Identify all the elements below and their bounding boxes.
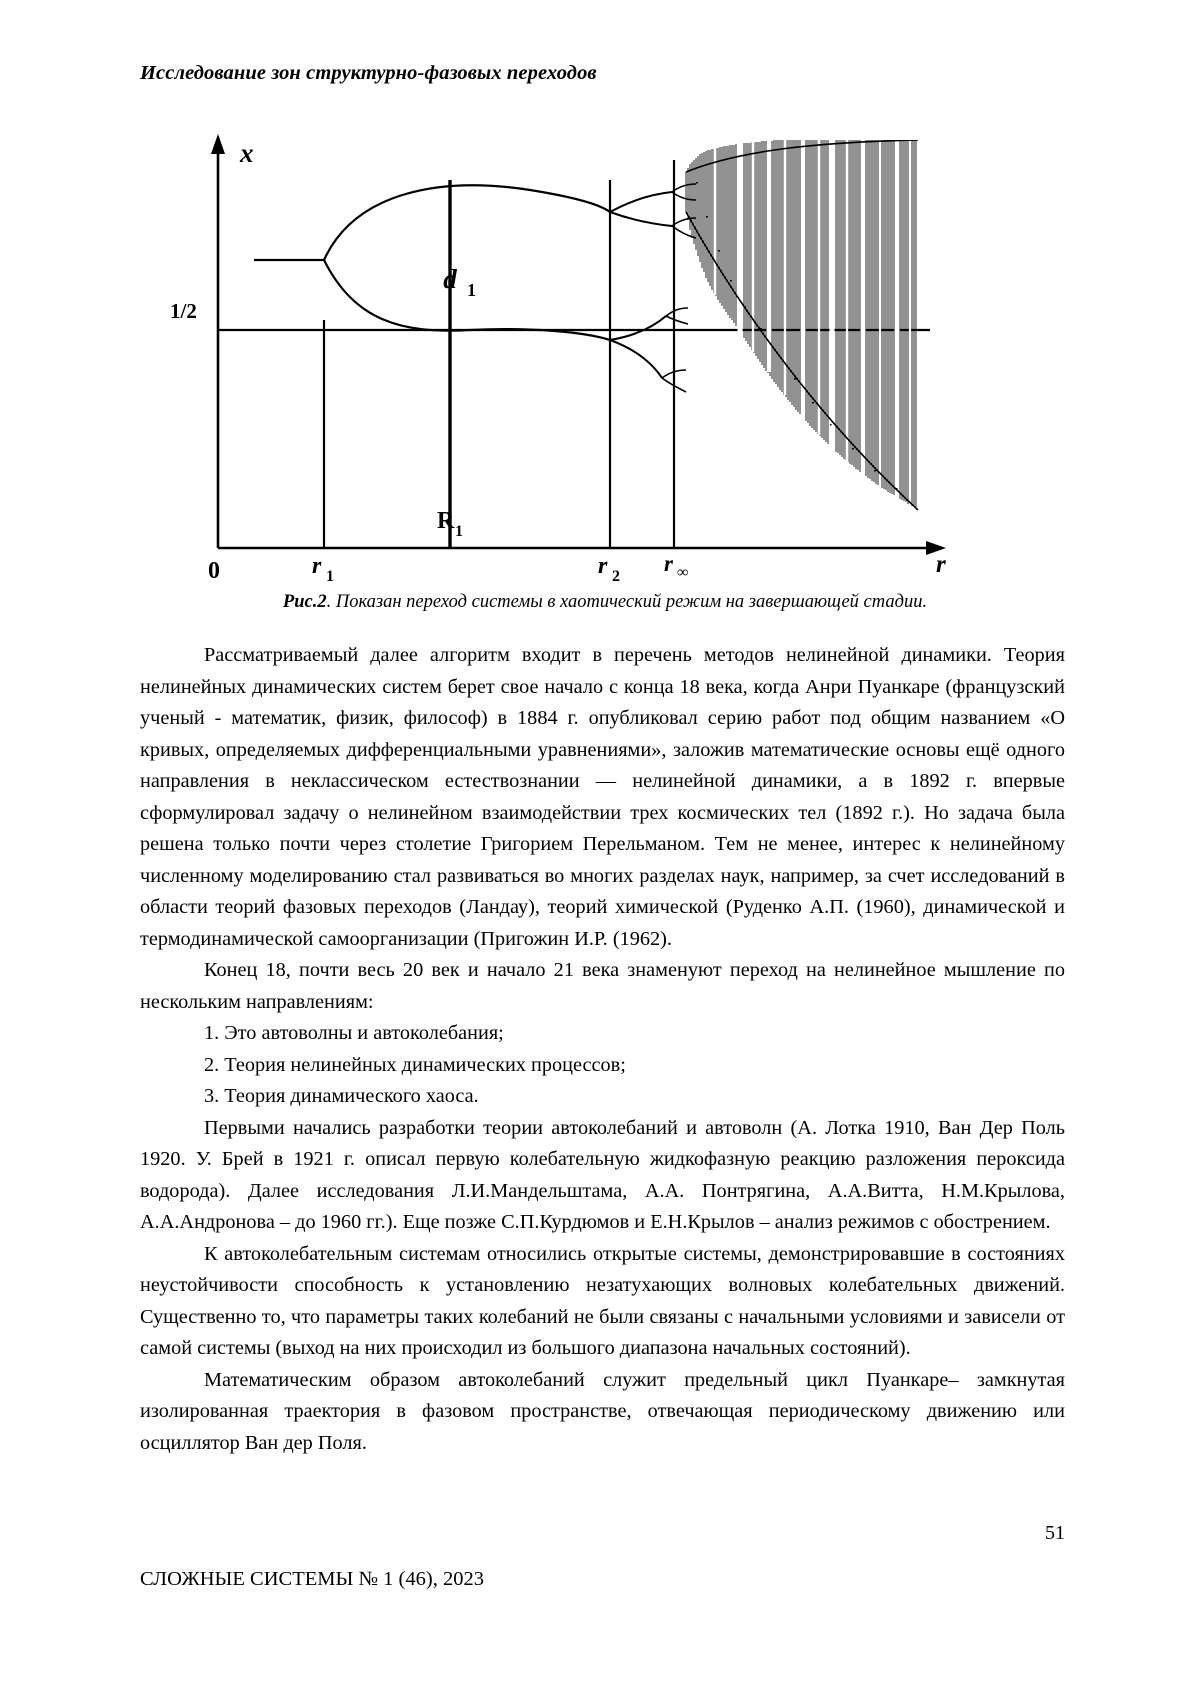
list-item-1: 1. Это автоволны и автоколебания; (204, 1022, 504, 1044)
label-origin: 0 (208, 558, 220, 584)
label-half: 1/2 (170, 299, 197, 323)
running-head: Исследование зон структурно-фазовых переходов (140, 62, 597, 84)
interval-label-sub: 1 (467, 280, 476, 300)
marker-label-rinf (664, 551, 688, 581)
branch-lower-2b (610, 316, 666, 340)
paragraph-5: Математическим образом автоколебаний служит предельный цикл Пуанкаре– замкнутая изолированная траектория в фазовом пространстве, отвечающая периодическому движению или осциллятор Ван дер Поля. (140, 1368, 1065, 1454)
branch-lower-2a (610, 340, 662, 378)
branch-upper-2a (610, 192, 672, 212)
marker-label-rinf-sub: ∞ (677, 564, 689, 581)
branch-lower-3a (666, 308, 688, 316)
axis-label-x-variable: x (240, 138, 254, 168)
chaotic-region (686, 138, 918, 510)
marker-label-r1 (312, 553, 334, 585)
marker-label-r2-main: r (598, 553, 608, 579)
branch-lower-1 (324, 260, 610, 340)
figure-bifurcation-diagram (140, 120, 1070, 590)
body-text (140, 640, 1065, 1459)
figure-caption-text: . Показан переход системы в хаотический режим на завершающей стадии. (326, 592, 928, 612)
axis-label-r: r (936, 551, 946, 578)
marker-label-r2-sub: 2 (612, 568, 620, 585)
interval-label-d1 (443, 264, 476, 300)
paragraph-1: Рассматриваемый далее алгоритм входит в перечень методов нелинейной динамики. Теория нелинейных динамических систем берет свое начало с конца 18 века, когда Анри Пуанкаре (французский ученый - математик, физик, философ) в 1884 г. опубликовал серию работ под общим названием «О кривых, определяемых дифференциальными уравнениями», заложив математические основы ещё одного направления в неклассическом естествознании — нелинейной динамики, а в 1892 г. впервые сформулировал задачу о нелинейном взаимодействии трех космических тел (1892 г.). Но задача была решена только почти через столетие Григорием Перельманом. Тем не менее, интерес к нелинейному численному моделированию стал развиваться во многих разделах наук, например, за счет исследований в области теорий фазовых переходов (Ландау), теорий химической (Руденко А.П. (1960), динамической и термодинамической самоорганизации (Пригожин И.Р. (1962). (140, 644, 1065, 950)
marker-label-R1-main: R (437, 508, 455, 534)
interval-label-main: d (443, 264, 457, 294)
paragraph-4: К автоколебательным системам относились открытые системы, демонстрировавшие в состояниях неустойчивости способность к установлению незатухающих волновых колебательных движений. Существенно то, что параметры таких колебаний не были связаны с начальными условиями и зависели от самой системы (выход на них происходил из большого диапазона начальных состояний). (140, 1242, 1065, 1359)
marker-label-r2 (598, 553, 620, 585)
figure-caption-label: Рис.2 (282, 592, 327, 612)
page-number: 51 (1045, 1522, 1065, 1544)
branch-lower-3b (666, 316, 688, 324)
journal-footer: СЛОЖНЫЕ СИСТЕМЫ № 1 (46), 2023 (140, 1568, 484, 1590)
marker-label-rinf-main: r (664, 551, 673, 576)
bifurcation-diagram-svg (140, 120, 1070, 590)
branch-upper-1 (324, 185, 610, 260)
marker-label-R1-sub: 1 (455, 523, 463, 540)
figure-caption (140, 592, 1070, 613)
paragraph-3: Первыми начались разработки теории автоколебаний и автоволн (А. Лотка 1910, Ван Дер Поль 1920. У. Брей в 1921 г. описал первую колебательную жидкофазную реакцию разложения пероксида водорода). Далее исследования Л.И.Мандельштама, А.А. Понтрягина, А.А.Витта, Н.М.Крылова, А.А.Андронова – до 1960 гг.). Еще позже С.П.Курдюмов и Е.Н.Крылов – анализ режимов с обострением. (140, 1116, 1065, 1233)
marker-label-r1-main: r (312, 553, 322, 579)
list-item-2: 2. Теория нелинейных динамических процессов; (204, 1053, 626, 1076)
branch-upper-2b (610, 212, 672, 226)
paragraph-2: Конец 18, почти весь 20 век и начало 21 века знаменуют переход на нелинейное мышление по нескольким направлениям: (140, 959, 1065, 1013)
marker-label-r1-sub: 1 (326, 568, 334, 585)
y-axis-arrow (211, 134, 225, 154)
list-item-3: 3. Теория динамического хаоса. (204, 1085, 479, 1107)
